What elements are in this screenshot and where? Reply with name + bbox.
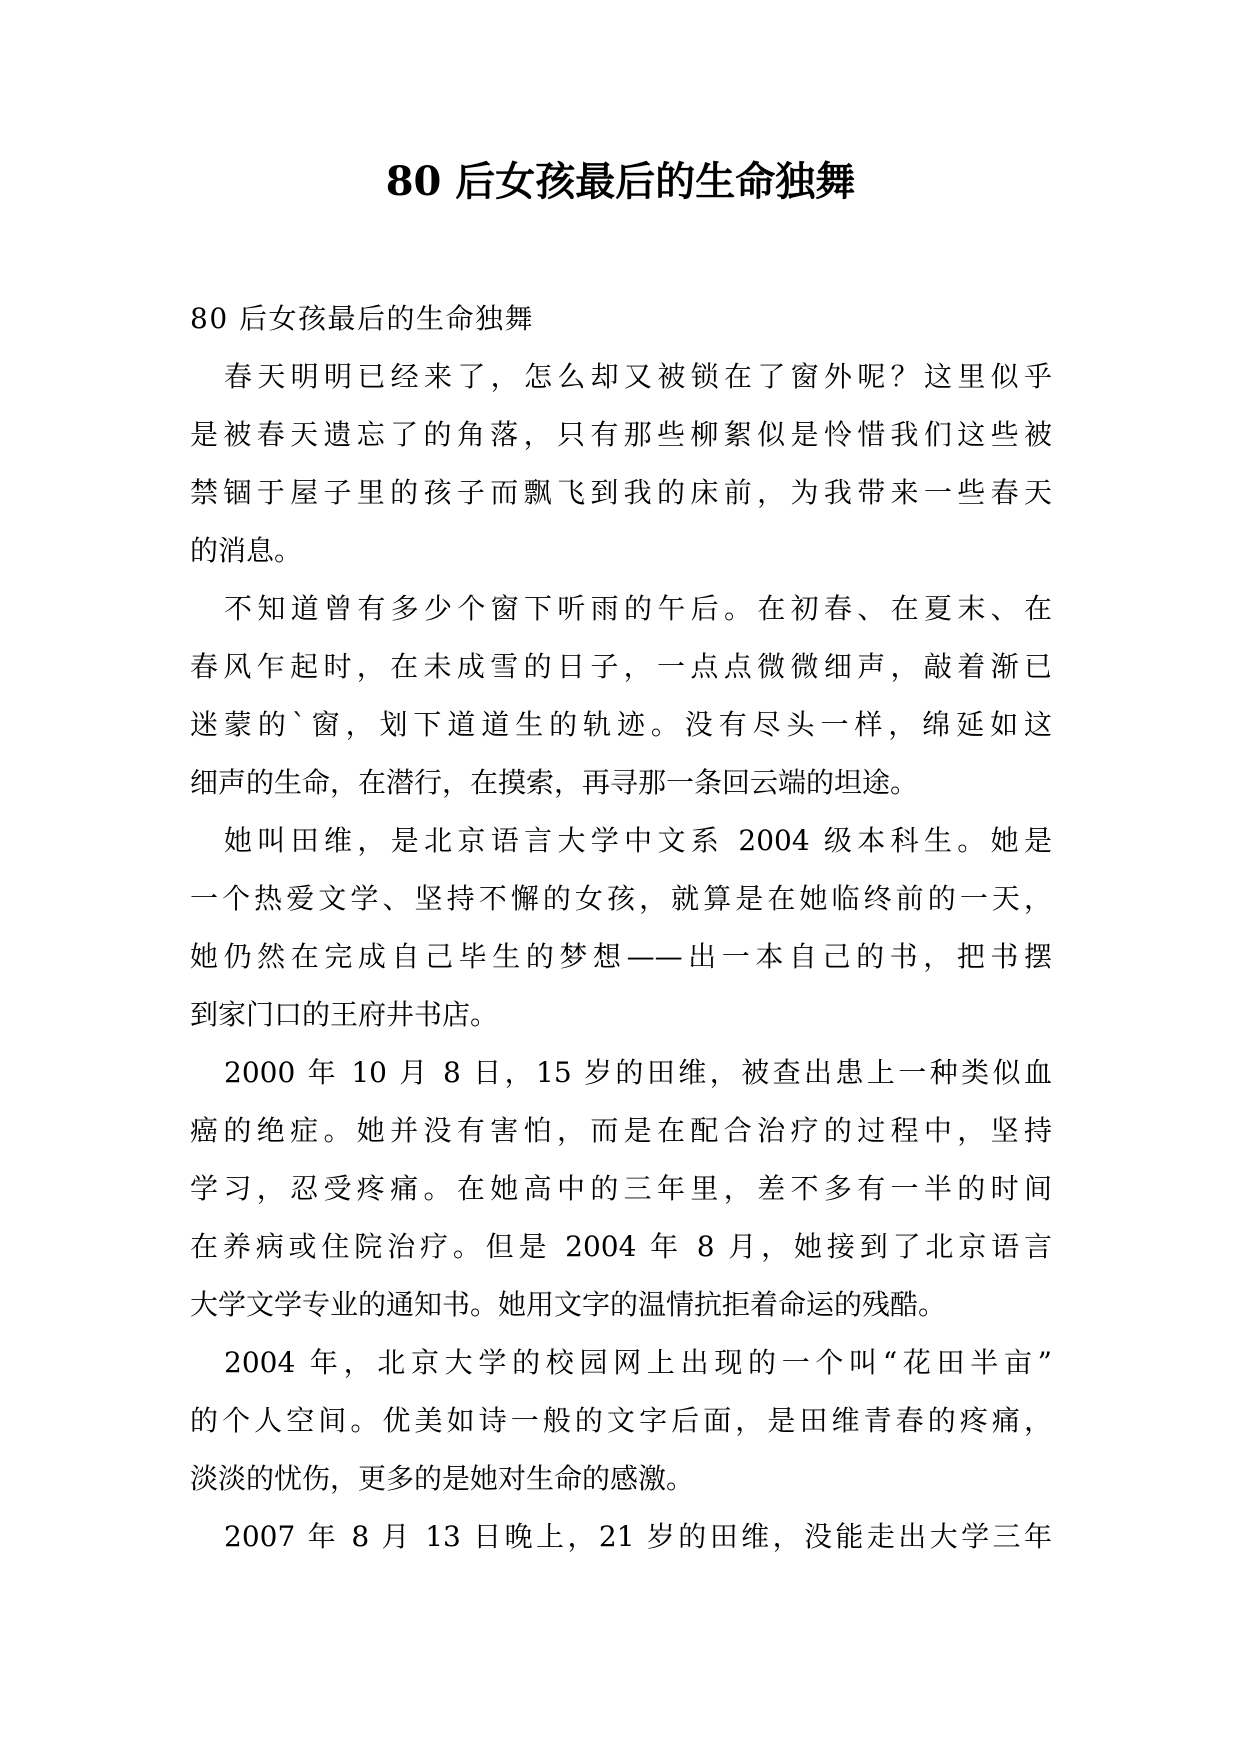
- paragraph-line: 是被春天遗忘了的角落，只有那些柳絮似是怜惜我们这些被: [190, 418, 1052, 451]
- paragraph-list: [190, 348, 1052, 1566]
- paragraph-line: 禁锢于屋子里的孩子而飘飞到我的床前，为我带来一些春天: [190, 476, 1052, 509]
- paragraph: [190, 1044, 1052, 1334]
- paragraph-line: 春天明明已经来了，怎么却又被锁在了窗外呢？这里似乎: [224, 360, 1052, 393]
- paragraph-line: 2004 年，北京大学的校园网上出现的一个叫“花田半亩”: [224, 1346, 1052, 1379]
- paragraph-line: 在养病或住院治疗。但是 2004 年 8 月，她接到了北京语言: [190, 1230, 1052, 1263]
- paragraph-line: 2007 年 8 月 13 日晚上，21 岁的田维，没能走出大学三年: [224, 1520, 1052, 1553]
- paragraph-line: 学习，忍受疼痛。在她高中的三年里，差不多有一半的时间: [190, 1172, 1052, 1205]
- paragraph: [190, 812, 1052, 1044]
- paragraph-line: 迷蒙的`窗，划下道道生的轨迹。没有尽头一样，绵延如这: [190, 708, 1052, 741]
- paragraph-line: 她仍然在完成自己毕生的梦想——出一本自己的书，把书摆: [190, 940, 1052, 973]
- paragraph-line: 一个热爱文学、坚持不懈的女孩，就算是在她临终前的一天，: [190, 882, 1052, 915]
- paragraph-line: 春风乍起时，在未成雪的日子，一点点微微细声，敲着渐已: [190, 650, 1052, 683]
- paragraph-line: 2000 年 10 月 8 日，15 岁的田维，被查出患上一种类似血: [224, 1056, 1052, 1089]
- document-title: 80 后女孩最后的生命独舞: [385, 158, 856, 205]
- paragraph-line: 细声的生命，在潜行，在摸索，再寻那一条回云端的坦途。: [190, 766, 919, 799]
- document-subtitle: 80 后女孩最后的生命独舞: [190, 302, 535, 335]
- paragraph: [190, 580, 1052, 812]
- paragraph-line: 淡淡的忧伤，更多的是她对生命的感激。: [190, 1462, 695, 1495]
- paragraph-line: 癌的绝症。她并没有害怕，而是在配合治疗的过程中，坚持: [190, 1114, 1052, 1147]
- paragraph: [190, 1334, 1052, 1508]
- paragraph-line: 大学文学专业的通知书。她用文字的温情抗拒着命运的残酷。: [190, 1288, 947, 1321]
- paragraph-line: 到家门口的王府井书店。: [190, 998, 499, 1031]
- paragraph: [190, 348, 1052, 580]
- document-body: [190, 290, 1052, 1566]
- paragraph-line: 的消息。: [190, 534, 303, 567]
- paragraph-line: 不知道曾有多少个窗下听雨的午后。在初春、在夏末、在: [224, 592, 1052, 625]
- paragraph: [190, 1508, 1052, 1566]
- paragraph-line: 她叫田维，是北京语言大学中文系 2004 级本科生。她是: [224, 824, 1052, 857]
- paragraph-line: 的个人空间。优美如诗一般的文字后面，是田维青春的疼痛，: [190, 1404, 1052, 1437]
